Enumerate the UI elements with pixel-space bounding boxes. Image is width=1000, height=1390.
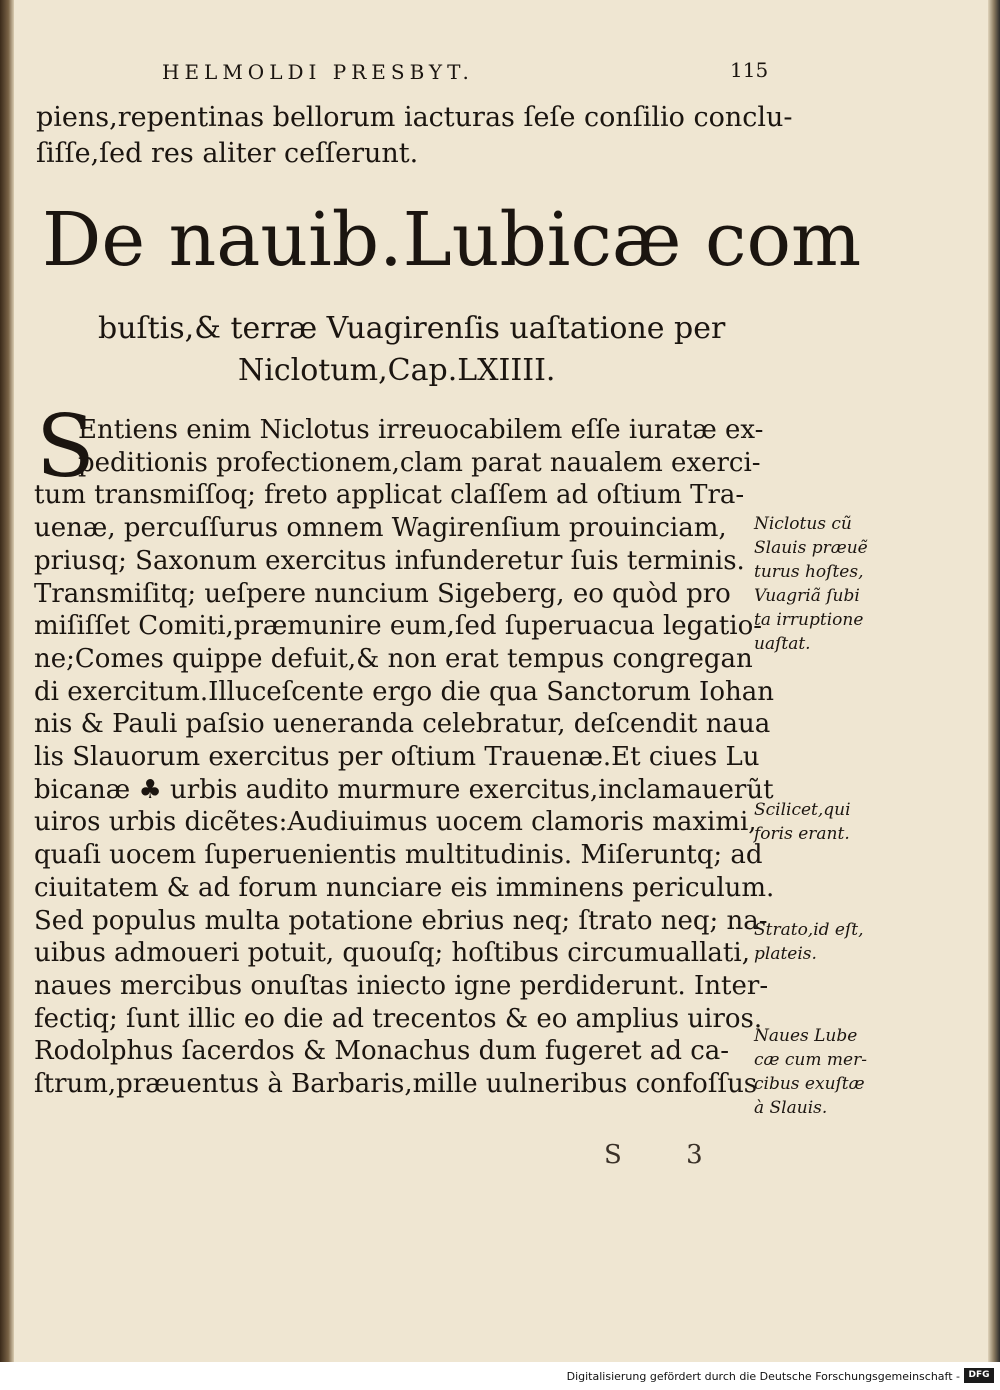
text-line: uibus admoueri potuit, quouſq; hoſtibus circumuallati, xyxy=(34,938,750,969)
marginal-line: Scilicet,qui xyxy=(754,800,851,820)
body-text xyxy=(34,414,774,1101)
marginal-line: à Slauis. xyxy=(754,1098,828,1118)
text-line: quaſi uocem ſuperuenientis multitudinis. Miſeruntq; ad xyxy=(34,840,763,871)
marginal-note xyxy=(754,918,864,966)
marginal-note xyxy=(754,512,868,656)
signature-mark: S 3 xyxy=(604,1140,731,1170)
book-page xyxy=(14,0,988,1362)
marginal-line: cæ cum mer- xyxy=(754,1050,867,1070)
text-line: Entiens enim Niclotus irreuocabilem eſſe iuratæ ex- xyxy=(78,415,764,445)
text-line: ſiſſe,ſed res aliter ceſſerunt. xyxy=(36,138,419,169)
book-spine-edge xyxy=(0,0,14,1362)
drop-capital: S xyxy=(36,397,95,497)
text-line: ſtrum,præuentus à Barbaris,mille uulneribus confoſſus xyxy=(34,1069,758,1100)
text-line: lis Slauorum exercitus per oſtium Trauenæ.Et ciues Lu xyxy=(34,742,760,773)
text-line: di exercitum.Illuceſcente ergo die qua Sanctorum Iohan xyxy=(34,676,774,707)
text-line: Sed populus multa potatione ebrius neq; ſtrato neq; na- xyxy=(34,905,768,936)
subtitle-line: Niclotum,Cap.LXIIII. xyxy=(238,353,556,388)
chapter-title: De nauib.Lubicæ com xyxy=(42,197,862,283)
marginal-line: Strato,id eſt, xyxy=(754,920,864,940)
footer-bar xyxy=(0,1362,1000,1390)
text-line: ciuitatem & ad forum nunciare eis imminens periculum. xyxy=(34,872,775,903)
marginal-line: foris erant. xyxy=(754,824,850,844)
marginal-line: Niclotus cũ xyxy=(754,514,852,534)
text-line: tum transmiſſoq; freto applicat claſſem ad oſtium Tra- xyxy=(34,480,745,511)
text-line: peditionis profectionem,clam parat naualem exerci- xyxy=(78,447,761,478)
marginal-line: cibus exuſtæ xyxy=(754,1074,865,1094)
marginal-line: Vuagriã ſubi xyxy=(754,586,860,606)
text-line: uenæ, percuſſurus omnem Wagirenſium prouinciam, xyxy=(34,513,727,544)
text-line: bicanæ ♣ urbis audito murmure exercitus,inclamauerũt xyxy=(34,774,774,805)
running-head: HELMOLDI PRESBYT. xyxy=(162,60,474,84)
marginal-line: Slauis præuẽ xyxy=(754,538,868,558)
text-line: Transmiſitq; ueſpere nuncium Sigeberg, eo quòd pro xyxy=(34,578,731,609)
chapter-subtitle xyxy=(98,308,725,392)
text-line: priusq; Saxonum exercitus infunderetur ſuis terminis. xyxy=(34,545,745,576)
text-line: nis & Pauli paſsio ueneranda celebratur, deſcendit naua xyxy=(34,709,771,740)
marginal-line: ta irruptione xyxy=(754,610,864,630)
marginal-line: Naues Lube xyxy=(754,1026,858,1046)
text-line: fectiq; ſunt illic eo die ad trecentos & eo amplius uiros. xyxy=(34,1003,763,1034)
text-line: uiros urbis dicẽtes:Audiuimus uocem clamoris maximi, xyxy=(34,807,757,838)
dfg-logo: DFG xyxy=(964,1368,994,1383)
text-line: ne;Comes quippe defuit,& non erat tempus congregan xyxy=(34,643,753,674)
text-line: miſiſſet Comiti,præmunire eum,ſed ſuperuacua legatio- xyxy=(34,611,763,642)
text-line: naues mercibus onuſtas iniecto igne perdiderunt. Inter- xyxy=(34,970,769,1001)
marginal-note xyxy=(754,1024,867,1120)
marginal-line: uaſtat. xyxy=(754,634,811,654)
subtitle-line: buſtis,& terræ Vuagirenſis uaſtatione per xyxy=(98,311,726,346)
folio-number: 115 xyxy=(730,58,769,82)
marginal-line: turus hoſtes, xyxy=(754,562,864,582)
continuation-text xyxy=(36,100,793,172)
text-line: piens,repentinas bellorum iacturas ſeſe conſilio conclu- xyxy=(36,102,793,133)
marginal-note xyxy=(754,798,851,846)
funding-credit: Digitalisierung gefördert durch die Deutsche Forschungsgemeinschaft - xyxy=(566,1370,960,1383)
marginal-line: plateis. xyxy=(754,944,817,964)
book-fore-edge xyxy=(988,0,1000,1362)
text-line: Rodolphus ſacerdos & Monachus dum fugeret ad ca- xyxy=(34,1036,730,1067)
